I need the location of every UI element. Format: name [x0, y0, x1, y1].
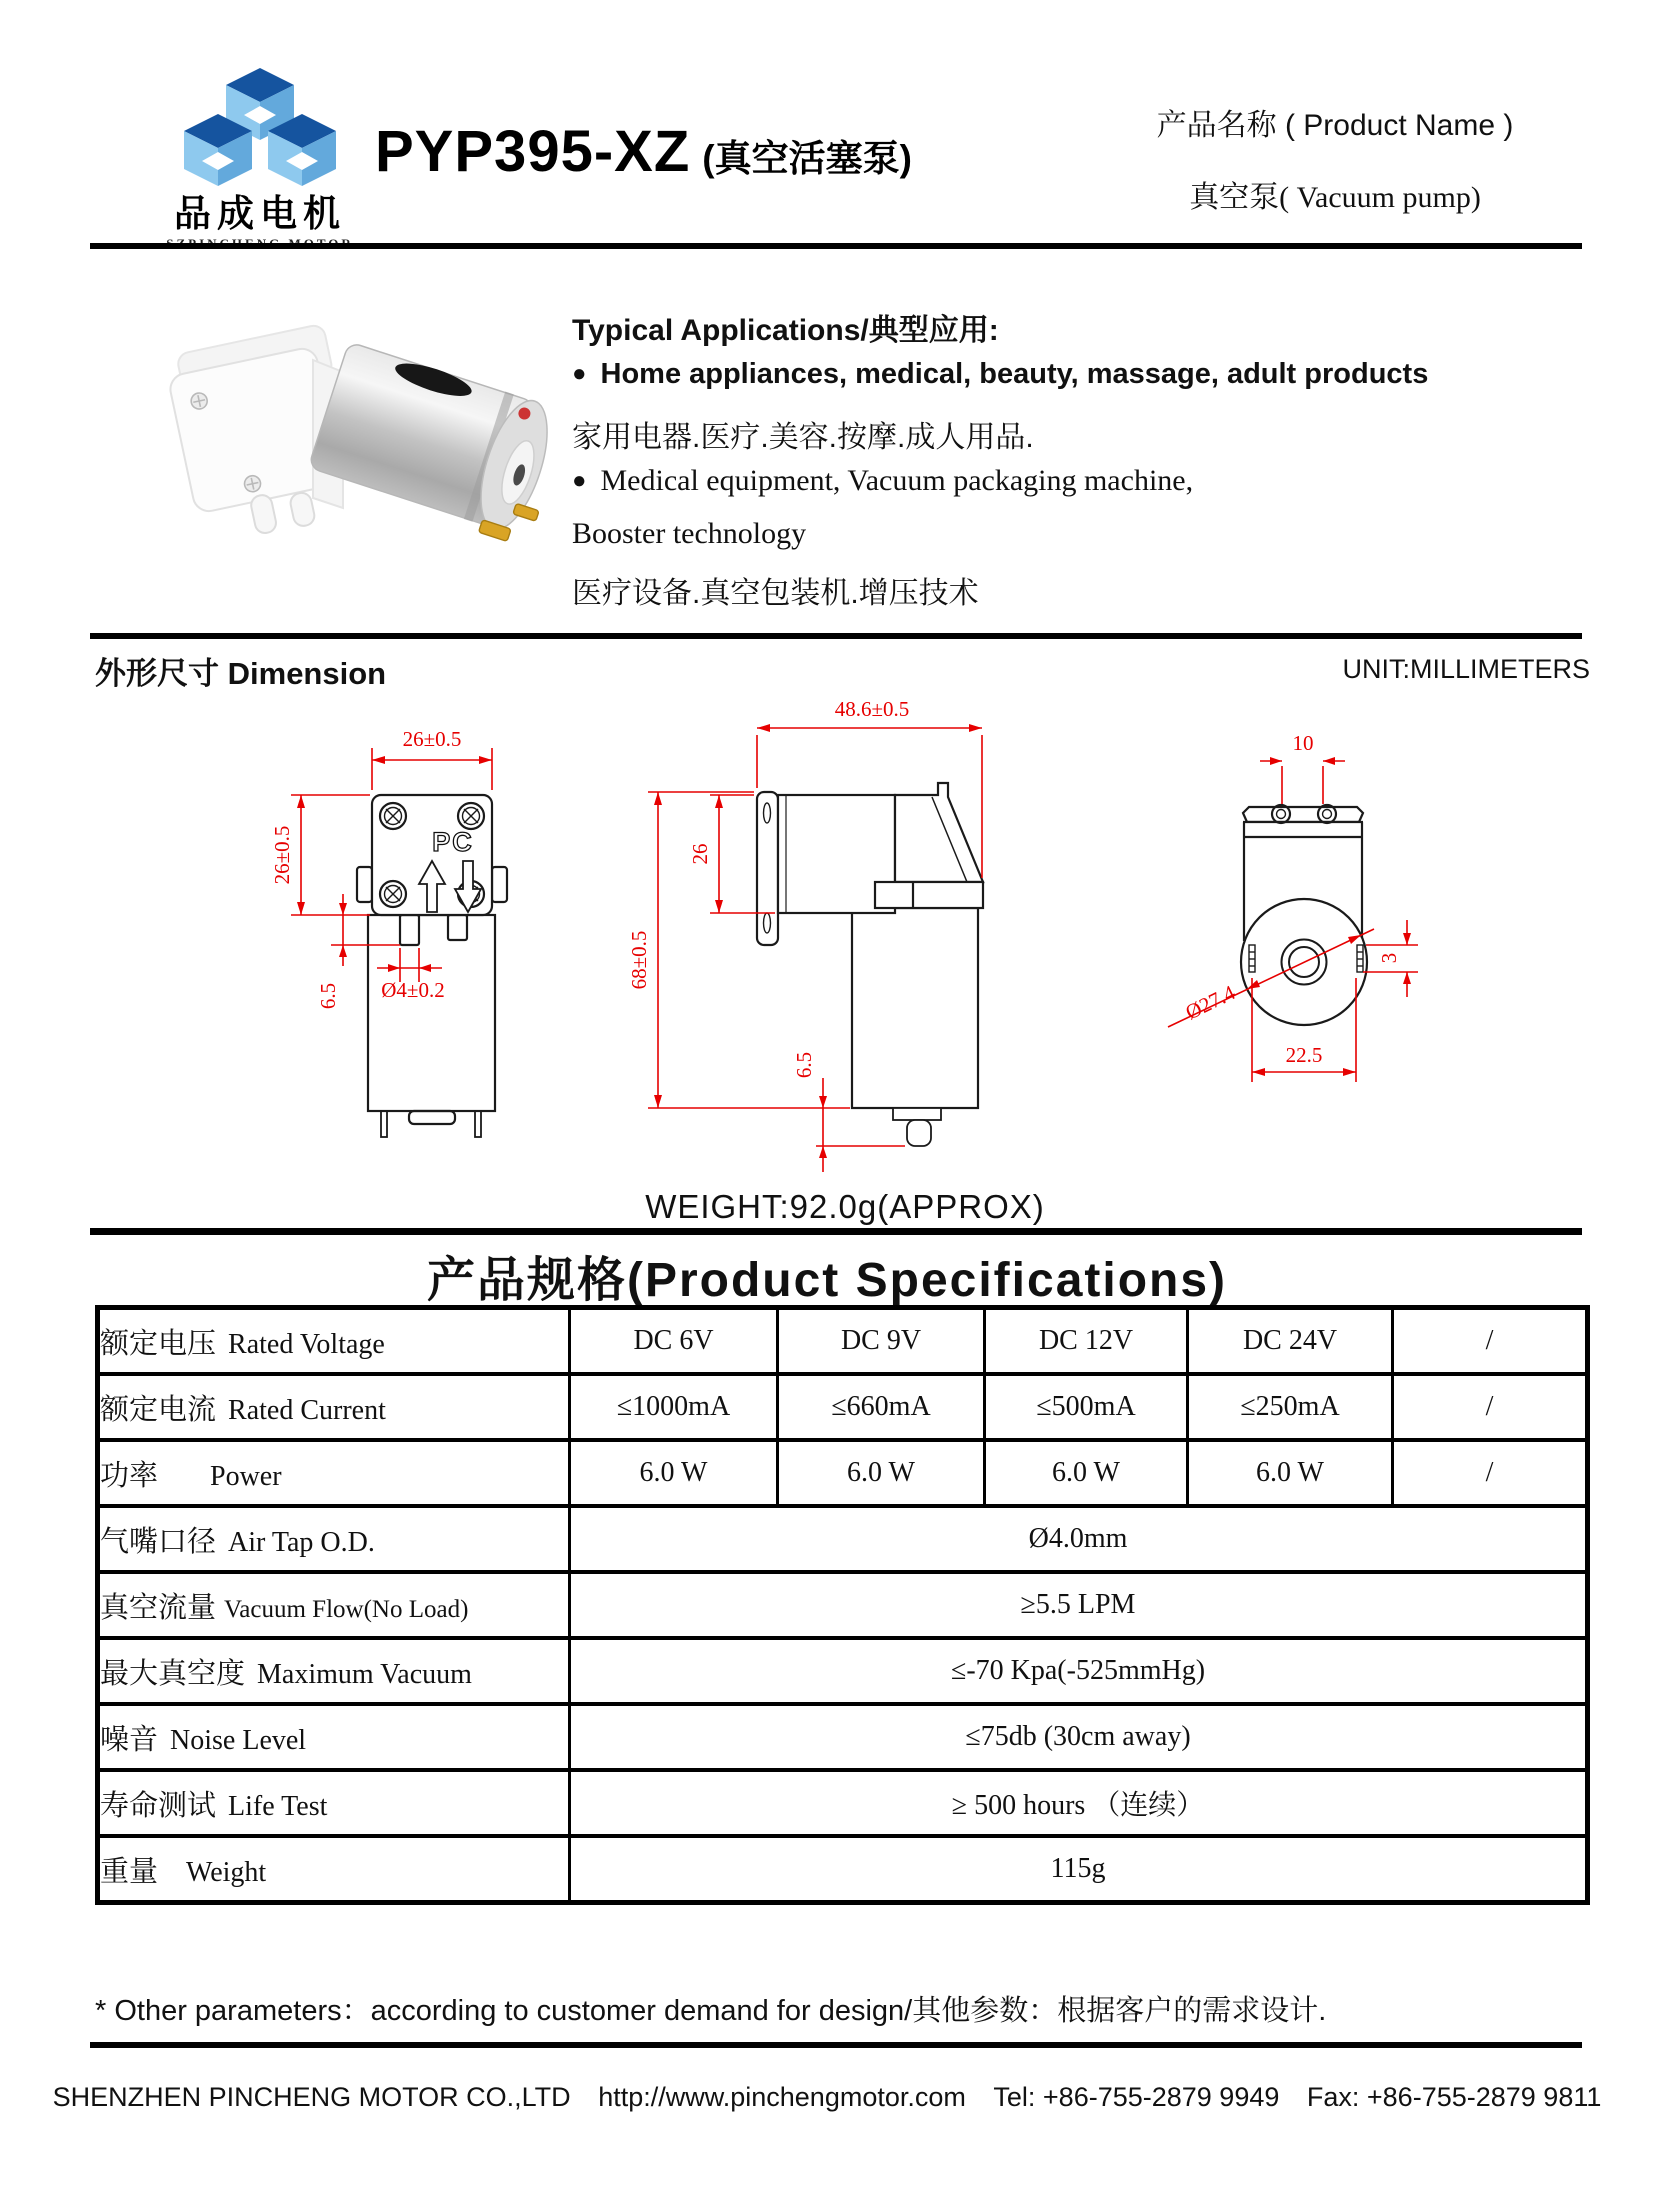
table-row	[98, 1374, 1588, 1440]
applications-heading: Typical Applications/典型应用:	[572, 314, 999, 347]
applications-item: 家用电器.医疗.美容.按摩.成人用品.	[572, 421, 1034, 454]
spec-value: ≤-70 Kpa(-525mmHg)	[570, 1638, 1588, 1704]
applications-item	[572, 464, 1193, 498]
dim-rear-slot: 3	[1377, 952, 1401, 964]
header-divider	[90, 243, 1582, 249]
spec-label-en: Rated Voltage	[228, 1328, 385, 1360]
product-photo	[85, 268, 575, 613]
rear-view-outline	[1241, 805, 1367, 1025]
table-row	[98, 1704, 1588, 1770]
spec-value: ≤500mA	[985, 1374, 1188, 1440]
company-name-cn: 品成电机	[174, 193, 346, 234]
logo-cubes-icon	[100, 62, 420, 190]
spec-label-en: Air Tap O.D.	[228, 1526, 375, 1558]
table-row	[98, 1572, 1588, 1638]
dim-front-port-dia: Ø4±0.2	[381, 978, 445, 1002]
dimension-heading-cn: 外形尺寸	[95, 656, 219, 691]
spec-label-cn: 重量	[100, 1855, 159, 1888]
dim-rear-motor-dia: Ø27.4	[1181, 980, 1239, 1025]
spec-value: /	[1393, 1374, 1588, 1440]
model-number: PYP395-XZ	[375, 119, 691, 184]
dim-rear-port-pitch: 10	[1292, 731, 1314, 755]
spec-label	[98, 1704, 570, 1770]
spec-value: Ø4.0mm	[570, 1506, 1588, 1572]
dim-rear-width: 22.5	[1285, 1043, 1323, 1067]
dimension-heading-en: Dimension	[227, 656, 387, 691]
dimension-heading	[95, 648, 386, 693]
specs-heading: 产品规格(Product Specifications)	[426, 1254, 1228, 1307]
spec-label-cn: 寿命测试	[100, 1789, 217, 1822]
motor-illustration	[305, 341, 570, 548]
spec-label	[98, 1308, 570, 1375]
footer	[0, 2082, 1654, 2113]
spec-label	[98, 1836, 570, 1903]
unit-label: UNIT:MILLIMETERS	[1342, 654, 1590, 684]
spec-value: 6.0 W	[570, 1440, 778, 1506]
spec-value: 6.0 W	[1188, 1440, 1393, 1506]
spec-label	[98, 1374, 570, 1440]
applications-item-text: Medical equipment, Vacuum packaging machine,	[600, 464, 1194, 497]
spec-label-en: Weight	[186, 1856, 267, 1888]
spec-label	[98, 1572, 570, 1638]
rear-view-drawing	[1150, 700, 1570, 1120]
dim-side-head-height: 26	[688, 843, 712, 865]
spec-label-cn: 气嘴口径	[100, 1525, 217, 1558]
bullet-icon: ●	[572, 468, 587, 494]
dim-side-length: 48.6±0.5	[834, 697, 910, 721]
spec-label-cn: 最大真空度	[100, 1657, 246, 1690]
table-row	[98, 1836, 1588, 1903]
table-row	[98, 1440, 1588, 1506]
table-row	[98, 1770, 1588, 1836]
applications-item-text: Home appliances, medical, beauty, massage, adult products	[600, 358, 1429, 390]
front-view-drawing	[185, 700, 585, 1180]
spec-value: ≤250mA	[1188, 1374, 1393, 1440]
footer-tel: Tel: +86-755-2879 9949	[993, 2082, 1280, 2112]
spec-label-cn: 额定电压	[100, 1327, 217, 1360]
table-row	[98, 1308, 1588, 1375]
table-row	[98, 1638, 1588, 1704]
page-title	[375, 118, 1115, 185]
spec-value: DC 9V	[778, 1308, 985, 1375]
side-view-drawing	[620, 680, 1100, 1180]
spec-label-en: Life Test	[228, 1790, 328, 1822]
spec-label-en: Vacuum Flow(No Load)	[224, 1595, 469, 1623]
motor-terminal-icon	[513, 503, 539, 521]
dim-front-height: 26±0.5	[270, 825, 294, 885]
spec-label	[98, 1506, 570, 1572]
section-divider	[90, 1228, 1582, 1235]
spec-value: DC 12V	[985, 1308, 1188, 1375]
spec-label-en: Rated Current	[228, 1394, 386, 1426]
bullet-icon: ●	[572, 360, 587, 387]
dim-side-total-height: 68±0.5	[627, 930, 651, 990]
spec-label	[98, 1440, 570, 1506]
dim-front-width: 26±0.5	[402, 727, 462, 751]
spec-label-en: Noise Level	[170, 1724, 307, 1756]
spec-label-cn: 噪音	[100, 1723, 159, 1756]
spec-label-en: Maximum Vacuum	[257, 1658, 472, 1690]
footer-website: http://www.pinchengmotor.com	[598, 2082, 966, 2112]
spec-label	[98, 1770, 570, 1836]
footer-divider	[90, 2042, 1582, 2048]
weight-note: WEIGHT:92.0g(APPROX)	[645, 1188, 1045, 1225]
spec-label-cn: 功率	[100, 1459, 159, 1492]
pump-cover-label: PC	[432, 827, 474, 857]
dim-side-shaft: 6.5	[792, 1051, 816, 1079]
section-divider	[90, 633, 1582, 639]
spec-label	[98, 1638, 570, 1704]
product-name-label: 产品名称 ( Product Name )	[1156, 109, 1514, 142]
footer-fax: Fax: +86-755-2879 9811	[1306, 2082, 1602, 2112]
applications-item: Booster technology	[572, 517, 807, 550]
spec-label-cn: 额定电流	[100, 1393, 217, 1426]
spec-value: DC 24V	[1188, 1308, 1393, 1375]
spec-value: 6.0 W	[778, 1440, 985, 1506]
product-name-value: 真空泵( Vacuum pump)	[1189, 181, 1481, 214]
spec-value: ≥ 500 hours （连续）	[570, 1770, 1588, 1836]
spec-value: ≤1000mA	[570, 1374, 778, 1440]
company-logo	[100, 62, 420, 252]
side-view-outline	[757, 783, 983, 1146]
applications-item: 医疗设备.真空包装机.增压技术	[572, 577, 979, 610]
spec-value: 115g	[570, 1836, 1588, 1903]
spec-value: DC 6V	[570, 1308, 778, 1375]
spec-value: ≥5.5 LPM	[570, 1572, 1588, 1638]
footer-company: SHENZHEN PINCHENG MOTOR CO.,LTD	[52, 2082, 571, 2112]
spec-value: /	[1393, 1440, 1588, 1506]
other-parameters-note: * Other parameters：according to customer demand for design/其他参数：根据客户的需求设计.	[95, 1995, 1327, 2027]
spec-value: 6.0 W	[985, 1440, 1188, 1506]
specs-table	[95, 1305, 1590, 1905]
spec-value: ≤75db (30cm away)	[570, 1704, 1588, 1770]
applications-item	[572, 358, 1428, 391]
spec-value: /	[1393, 1308, 1588, 1375]
dim-front-port-offset: 6.5	[316, 982, 340, 1010]
spec-value: ≤660mA	[778, 1374, 985, 1440]
spec-label-cn: 真空流量	[100, 1591, 217, 1624]
model-suffix: (真空活塞泵)	[702, 138, 912, 179]
spec-label-en: Power	[210, 1460, 282, 1492]
table-row	[98, 1506, 1588, 1572]
